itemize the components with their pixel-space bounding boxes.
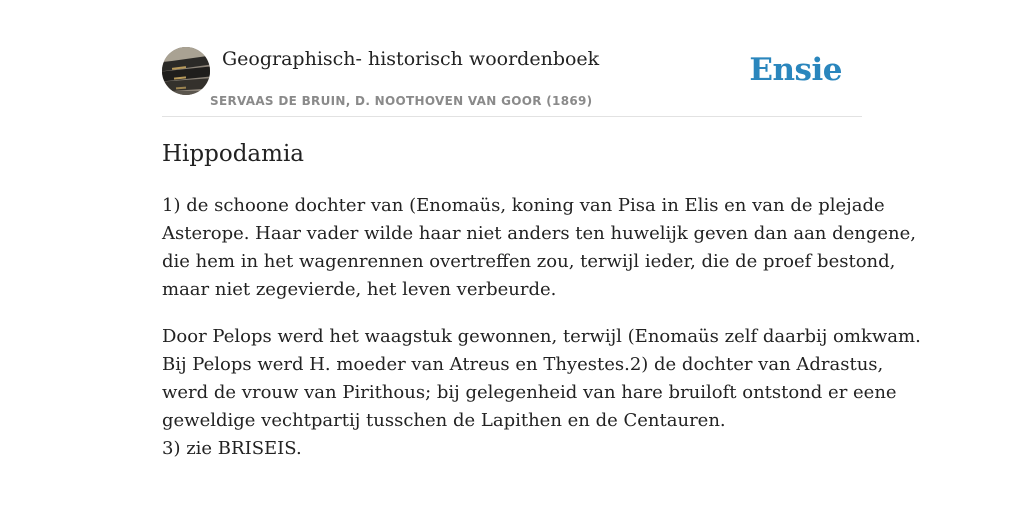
entry-line: geweldige vechtpartij tusschen de Lapithen en de Centauren.: [162, 410, 726, 431]
old-books-photo-icon: [162, 47, 210, 95]
book-header: [162, 44, 862, 117]
entry-title: Hippodamia: [162, 141, 305, 167]
entry-body: [162, 192, 921, 482]
entry-line: Asterope. Haar vader wilde haar niet anders ten huwelijk geven dan aan dengene,: [162, 223, 917, 244]
entry-line: werd de vrouw van Pirithous; bij gelegenheid van hare bruiloft ontstond er eene: [162, 382, 897, 403]
book-cover-avatar[interactable]: [162, 47, 210, 95]
entry-line: Door Pelops werd het waagstuk gewonnen, terwijl (Enomaüs zelf daarbij omkwam.: [162, 326, 921, 347]
entry-line: 1) de schoone dochter van (Enomaüs, koning van Pisa in Elis en van de plejade: [162, 195, 885, 216]
book-title[interactable]: Geographisch- historisch woordenboek: [222, 48, 600, 70]
entry-line: 3) zie BRISEIS.: [162, 438, 302, 459]
entry-line: die hem in het wagenrennen overtreffen zou, terwijl ieder, die de proef bestond,: [162, 251, 896, 272]
ensie-logo[interactable]: Ensie: [749, 52, 842, 88]
entry-paragraph: [162, 192, 917, 304]
entry-line: Bij Pelops werd H. moeder van Atreus en Thyestes.2) de dochter van Adrastus,: [162, 354, 884, 375]
entry-paragraph: [162, 323, 921, 463]
entry-line: maar niet zegevierde, het leven verbeurde.: [162, 279, 557, 300]
book-authors: SERVAAS DE BRUIN, D. NOOTHOVEN VAN GOOR (1869): [210, 94, 593, 108]
